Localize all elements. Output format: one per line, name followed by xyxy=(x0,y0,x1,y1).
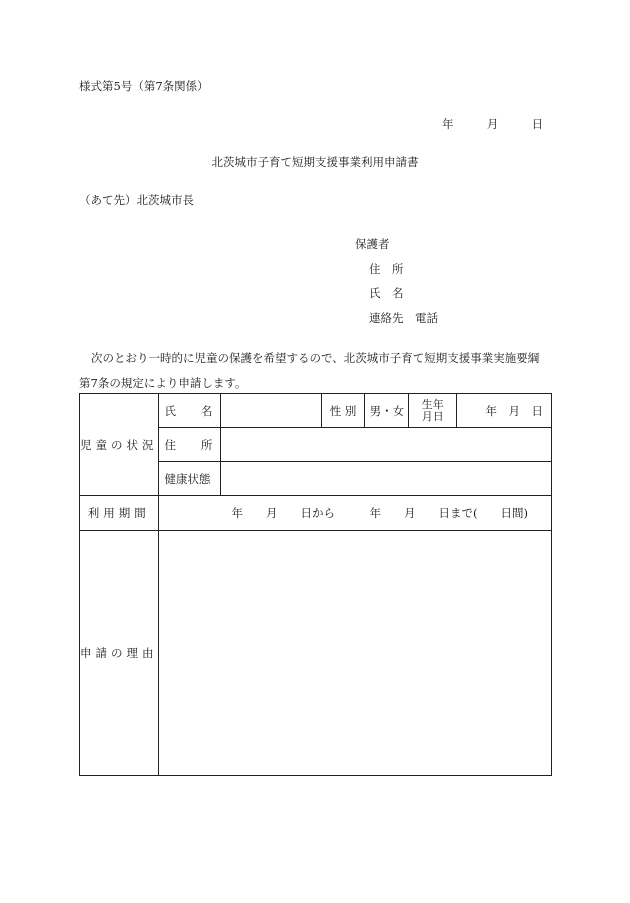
application-table xyxy=(79,393,552,776)
reason-field[interactable] xyxy=(158,531,552,776)
child-name-field[interactable] xyxy=(221,394,321,428)
health-field[interactable] xyxy=(221,462,552,496)
applicant-name-label: 氏 名 xyxy=(369,286,404,300)
applicant-address-label: 住 所 xyxy=(369,261,404,276)
health-label: 健康状態 xyxy=(158,462,221,496)
addressee: （あて先）北茨城市長 xyxy=(79,193,194,207)
gender-label: 性 別 xyxy=(321,394,365,428)
applicant-contact-label: 連絡先 電話 xyxy=(369,310,438,325)
body-line-1: 次のとおり一時的に児童の保護を希望するので、北茨城市子育て短期支援事業実施要綱 xyxy=(91,351,540,365)
reason-label: 申請の理由 xyxy=(80,531,159,776)
gender-value[interactable]: 男・女 xyxy=(365,394,409,428)
applicant-heading: 保護者 xyxy=(355,237,390,251)
date-year: 年 xyxy=(442,117,454,131)
applicant-block xyxy=(355,232,438,330)
date-month: 月 xyxy=(486,117,499,131)
document-title: 北茨城市子育て短期支援事業利用申請書 xyxy=(211,155,419,169)
body-line-2: 第7条の規定により申請します。 xyxy=(79,376,247,390)
form-number: 様式第5号（第7条関係） xyxy=(79,79,209,93)
body-text xyxy=(79,346,554,396)
birth-date-label: 生年 月日 xyxy=(409,394,457,428)
date-line xyxy=(442,119,543,131)
date-day: 日 xyxy=(531,117,544,131)
period-label: 利用期間 xyxy=(80,496,159,531)
period-field[interactable]: 年 月 日から 年 月 日まで( 日間) xyxy=(158,496,552,531)
child-address-label: 住 所 xyxy=(158,428,221,462)
birth-date-field[interactable]: 年 月 日 xyxy=(457,394,552,428)
child-name-label: 氏 名 xyxy=(158,394,221,428)
child-address-field[interactable] xyxy=(221,428,552,462)
child-status-label: 児童の状況 xyxy=(80,394,159,496)
